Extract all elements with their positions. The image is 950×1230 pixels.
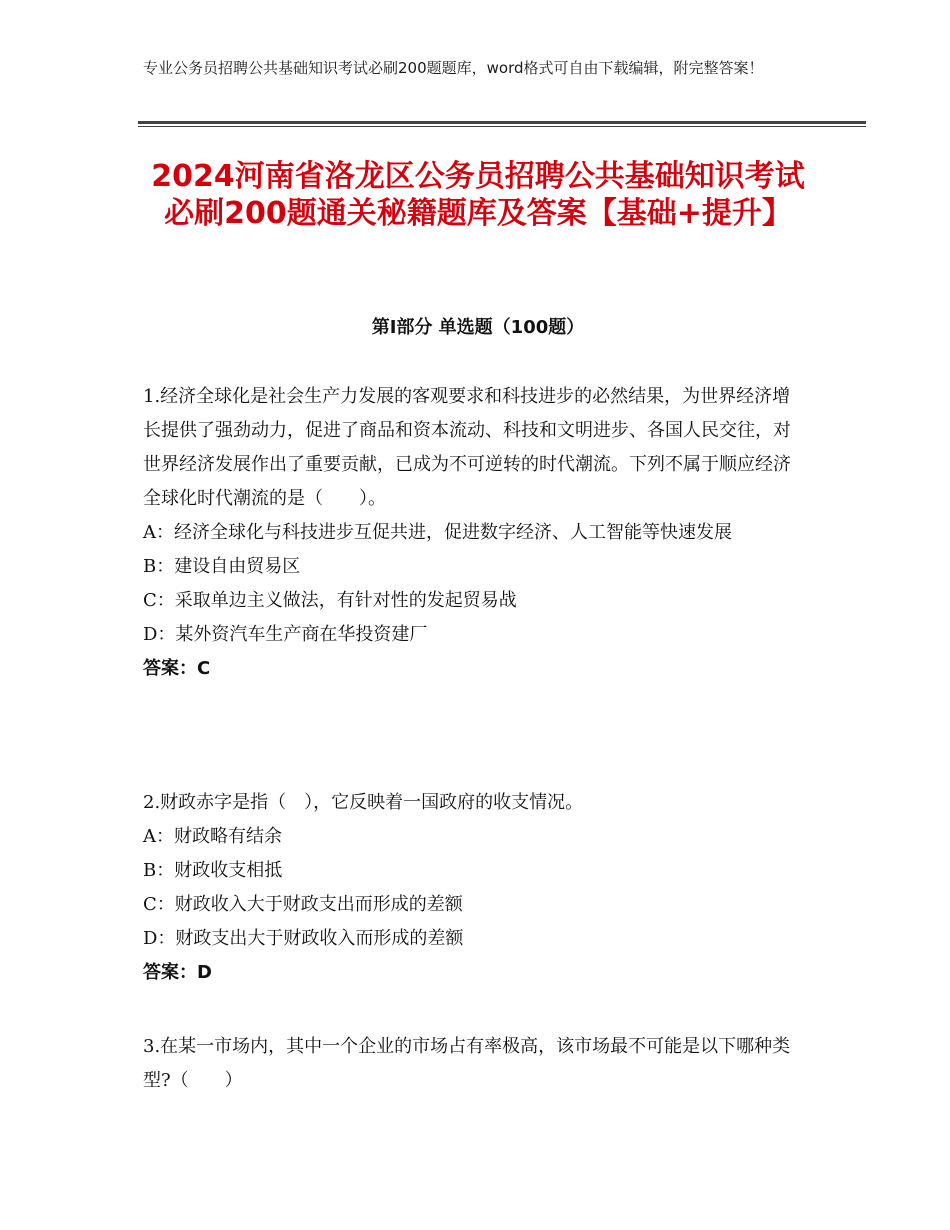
option-d: D：财政支出大于财政收入而形成的差额 — [143, 928, 464, 949]
option-c: C：财政收入大于财政支出而形成的差额 — [143, 894, 463, 915]
header-divider-thin — [138, 126, 866, 127]
question-2 — [143, 786, 808, 990]
answer: 答案：C — [143, 658, 211, 679]
option-c: C：采取单边主义做法，有针对性的发起贸易战 — [143, 590, 517, 611]
header-note: 专业公务员招聘公共基础知识考试必刷200题题库，word格式可自由下载编辑，附完整答案！ — [143, 59, 764, 77]
header-divider-thick — [138, 121, 866, 124]
question-stem: 2.财政赤字是指（ ），它反映着一国政府的收支情况。 — [143, 792, 584, 813]
answer: 答案：D — [143, 962, 212, 983]
option-b: B：财政收支相抵 — [143, 860, 283, 881]
section-title: 第Ⅰ部分 单选题（100题） — [371, 317, 585, 338]
option-b: B：建设自由贸易区 — [143, 556, 301, 577]
document-title: 2024河南省洛龙区公务员招聘公共基础知识考试必刷200题通关秘籍题库及答案【基础+提升】 — [151, 159, 805, 231]
option-d: D：某外资汽车生产商在华投资建厂 — [143, 624, 428, 645]
question-1 — [143, 380, 808, 686]
option-a: A：财政略有结余 — [143, 826, 282, 847]
question-stem: 3.在某一市场内，其中一个企业的市场占有率极高，该市场最不可能是以下哪种类型?（ ） — [143, 1036, 791, 1091]
question-3 — [143, 1030, 808, 1098]
question-stem: 1.经济全球化是社会生产力发展的客观要求和科技进步的必然结果，为世界经济增长提供了强劲动力，促进了商品和资本流动、科技和文明进步、各国人民交往，对世界经济发展作出了重要贡献，已成为不可逆转的时代潮流。下列不属于顺应经济全球化时代潮流的是（ ）。 — [143, 386, 791, 509]
option-a: A：经济全球化与科技进步互促共进，促进数字经济、人工智能等快速发展 — [143, 522, 732, 543]
